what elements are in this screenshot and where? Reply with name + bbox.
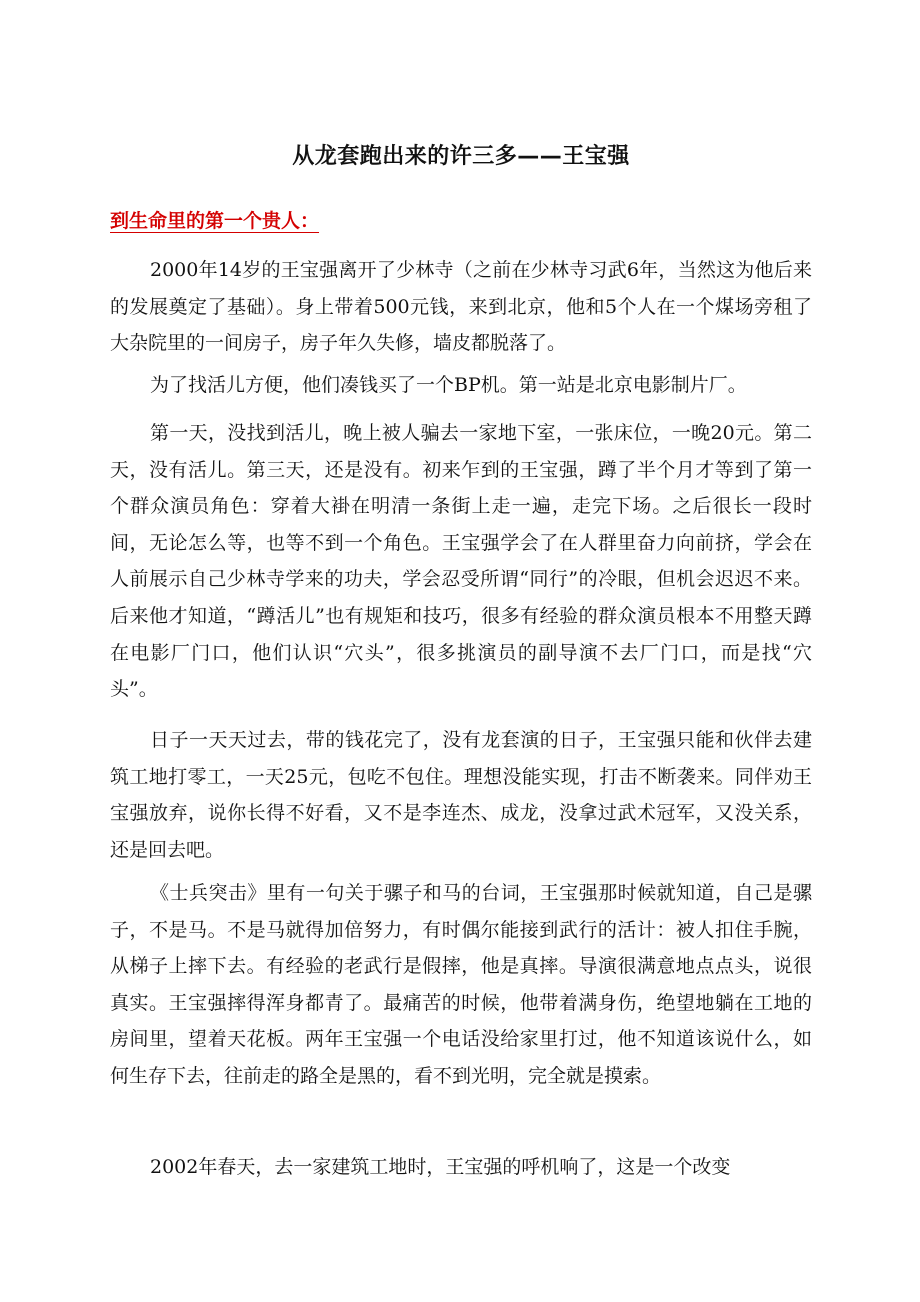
paragraph: 2002年春天，去一家建筑工地时，王宝强的呼机响了，这是一个改变 <box>150 1156 731 1178</box>
section-heading: 到生命里的第一个贵人： <box>110 210 320 232</box>
paragraph: 为了找活儿方便，他们凑钱买了一个BP机。第一站是北京电影制片厂。 <box>150 374 747 396</box>
document-title: 从龙套跑出来的许三多——王宝强 <box>292 143 630 169</box>
paragraph: 日子一天天过去，带的钱花完了，没有龙套演的日子，王宝强只能和伙伴去建筑工地打零工，一天25元，包吃不包住。理想没能实现，打击不断袭来。同伴劝王宝强放弃，说你长得不好看，又不是李连杰、成龙，没拿过武术冠军，又没关系，还是回去吧。 <box>110 729 812 861</box>
paragraph: 第一天，没找到活儿，晚上被人骗去一家地下室，一张床位，一晚20元。第二天，没有活儿。第三天，还是没有。初来乍到的王宝强，蹲了半个月才等到了第一个群众演员角色：穿着大褂在明清一条街上走一遍，走完下场。之后很长一段时间，无论怎么等，也等不到一个角色。王宝强学会了在人群里奋力向前挤，学会在人前展示自己少林寺学来的功夫，学会忍受所谓“同行”的冷眼，但机会迟迟不来。后来他才知道，“蹲活儿”也有规矩和技巧，很多有经验的群众演员根本不用整天蹲在电影厂门口，他们认识“穴头”，很多挑演员的副导演不去厂门口，而是找“穴头”。 <box>110 422 812 701</box>
paragraph: 2000年14岁的王宝强离开了少林寺（之前在少林寺习武6年，当然这为他后来的发展奠定了基础）。身上带着500元钱，来到北京，他和5个人在一个煤场旁租了大杂院里的一间房子，房子年久失修，墙皮都脱落了。 <box>110 259 812 355</box>
paragraph: 《士兵突击》里有一句关于骡子和马的台词，王宝强那时候就知道，自己是骡子，不是马。不是马就得加倍努力，有时偶尔能接到武行的活计：被人扣住手腕，从梯子上摔下去。有经验的老武行是假摔，他是真摔。导演很满意地点点头，说很真实。王宝强摔得浑身都青了。最痛苦的时候，他带着满身伤，绝望地躺在工地的房间里，望着天花板。两年王宝强一个电话没给家里打过，他不知道该说什么，如何生存下去，往前走的路全是黑的，看不到光明，完全就是摸索。 <box>110 882 812 1087</box>
